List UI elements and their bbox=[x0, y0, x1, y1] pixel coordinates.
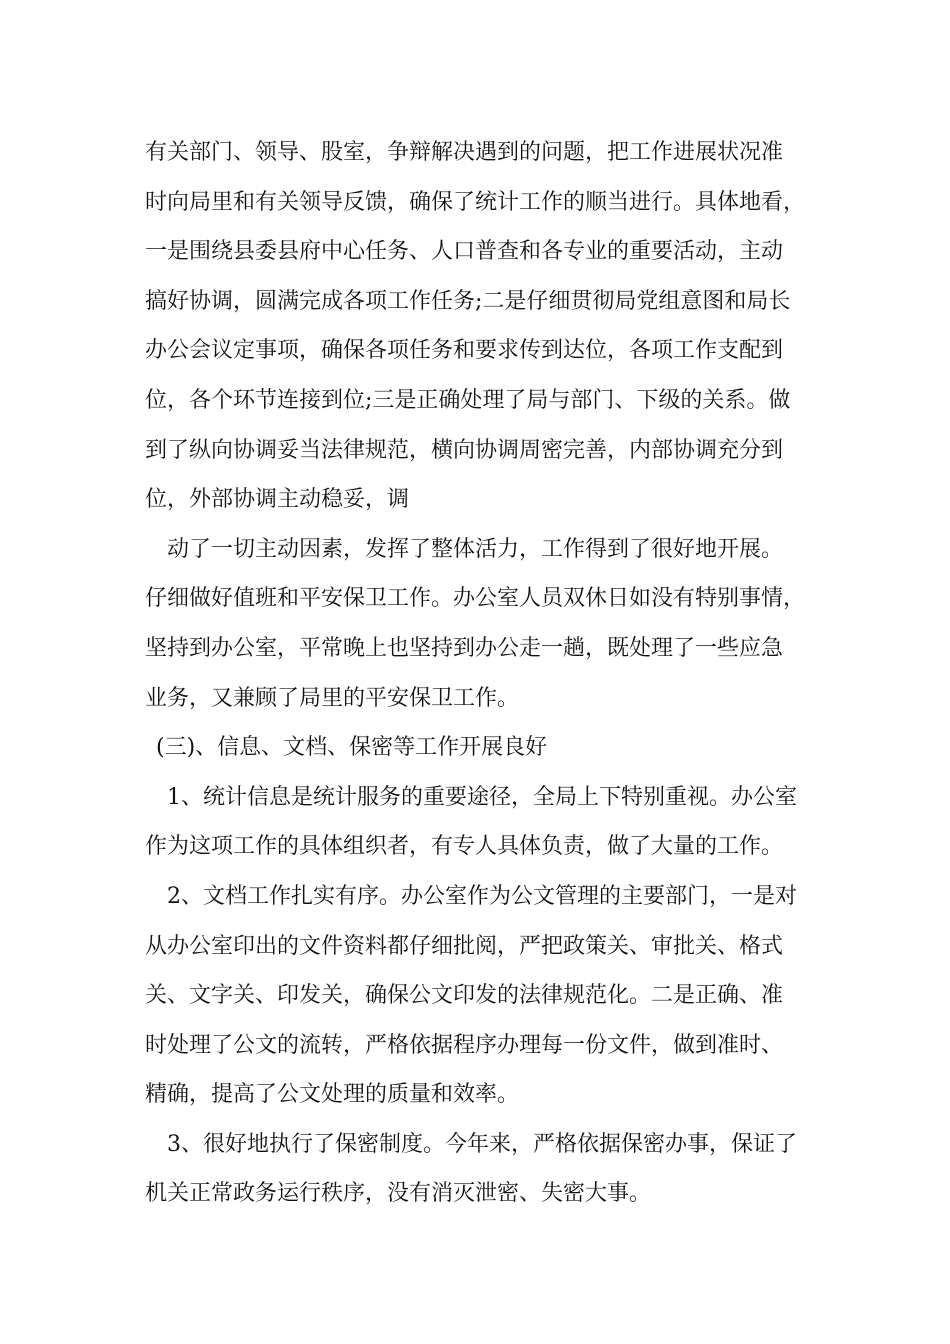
text-line: 一是围绕县委县府中心任务、人口普查和各专业的重要活动，主动 bbox=[145, 239, 784, 265]
text-line: 时向局里和有关领导反馈，确保了统计工作的顺当进行。具体地看， bbox=[145, 189, 806, 215]
section-heading: (三)、信息、文档、保密等工作开展良好 bbox=[156, 735, 548, 761]
text-line: 3、很好地执行了保密制度。今年来，严格依据保密办事，保证了 bbox=[167, 1131, 797, 1157]
text-line: 有关部门、领导、股室，争辩解决遇到的问题，把工作进展状况准 bbox=[145, 140, 784, 165]
text-line: 搞好协调，圆满完成各项工作任务;二是仔细贯彻局党组意图和局长 bbox=[145, 288, 791, 314]
text-line: 2、文档工作扎实有序。办公室作为公文管理的主要部门，一是对 bbox=[167, 883, 797, 909]
text-line: 坚持到办公室，平常晚上也坚持到办公走一趟，既处理了一些应急 bbox=[145, 635, 784, 661]
text-line: 业务，又兼顾了局里的平安保卫工作。 bbox=[145, 685, 520, 711]
text-line: 位，外部协调主动稳妥，调 bbox=[145, 487, 410, 513]
text-line: 关、文字关、印发关，确保公文印发的法律规范化。二是正确、准 bbox=[145, 983, 784, 1009]
text-line: 仔细做好值班和平安保卫工作。办公室人员双休日如没有特别事情， bbox=[145, 586, 806, 612]
text-line: 位，各个环节连接到位;三是正确处理了局与部门、下级的关系。做 bbox=[145, 387, 791, 413]
text-line: 精确，提高了公文处理的质量和效率。 bbox=[145, 1082, 520, 1108]
body-text bbox=[145, 128, 845, 1219]
text-line: 机关正常政务运行秩序，没有消灭泄密、失密大事。 bbox=[145, 1181, 652, 1207]
text-line: 时处理了公文的流转，严格依据程序办理每一份文件，做到准时、 bbox=[145, 1032, 784, 1058]
text-line: 从办公室印出的文件资料都仔细批阅，严把政策关、审批关、格式 bbox=[145, 933, 784, 959]
text-line: 到了纵向协调妥当法律规范，横向协调周密完善，内部协调充分到 bbox=[145, 437, 784, 463]
text-line: 1、统计信息是统计服务的重要途径，全局上下特别重视。办公室 bbox=[167, 784, 797, 810]
text-line: 办公会议定事项，确保各项任务和要求传到达位，各项工作支配到 bbox=[145, 338, 784, 364]
text-line: 作为这项工作的具体组织者，有专人具体负责，做了大量的工作。 bbox=[145, 834, 784, 860]
text-line: 动了一切主动因素，发挥了整体活力，工作得到了很好地开展。 bbox=[167, 536, 784, 562]
